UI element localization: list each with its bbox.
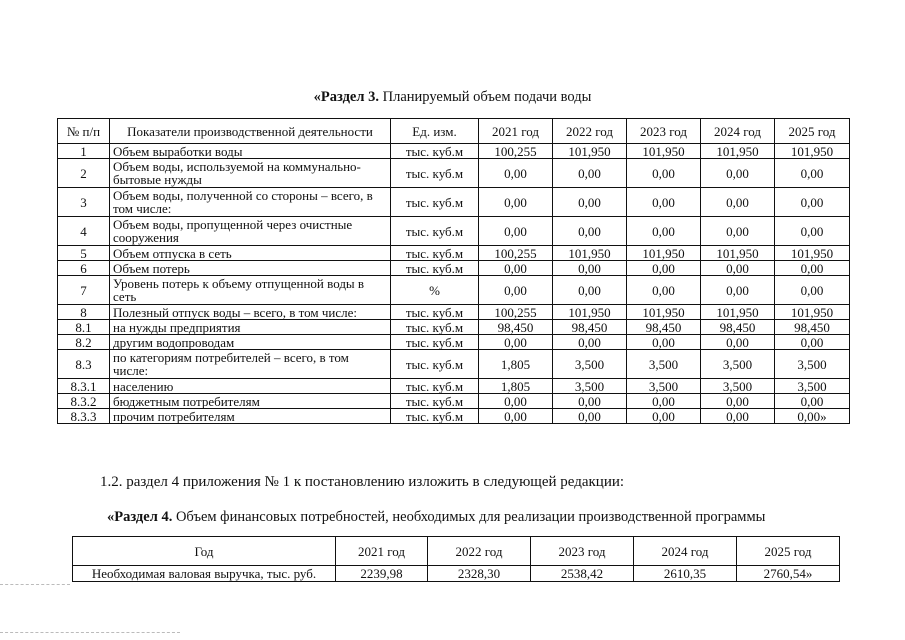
table-row: [73, 566, 840, 582]
value-cell: 0,00: [553, 276, 627, 305]
value-cell: 101,950: [701, 305, 775, 320]
value-cell: 0,00: [701, 217, 775, 246]
table-row: [58, 409, 850, 424]
indicator-name: Объем воды, используемой на коммунально-бытовые нужды: [110, 159, 391, 188]
value-cell: 0,00: [479, 188, 553, 217]
section-4-title: [107, 509, 765, 526]
value-cell: 0,00: [627, 335, 701, 350]
column-header: 2023 год: [531, 537, 634, 566]
value-cell: 0,00: [479, 217, 553, 246]
unit-cell: тыс. куб.м: [391, 188, 479, 217]
value-cell: 0,00: [479, 394, 553, 409]
value-cell: 0,00: [627, 261, 701, 276]
indicator-name: на нужды предприятия: [110, 320, 391, 335]
value-cell: 3,500: [627, 379, 701, 394]
column-header: № п/п: [58, 119, 110, 144]
indicator-name: бюджетным потребителям: [110, 394, 391, 409]
row-number: 4: [58, 217, 110, 246]
value-cell: 98,450: [701, 320, 775, 335]
amendment-paragraph: 1.2. раздел 4 приложения № 1 к постановлению изложить в следующей редакции:: [100, 474, 625, 490]
row-number: 8.3.1: [58, 379, 110, 394]
section-3-title: [0, 89, 905, 106]
value-cell: 3,500: [775, 379, 850, 394]
value-cell: 0,00: [627, 276, 701, 305]
value-cell: 0,00: [775, 188, 850, 217]
value-cell: 0,00: [627, 394, 701, 409]
table-row: [58, 394, 850, 409]
unit-cell: тыс. куб.м: [391, 320, 479, 335]
value-cell: 101,950: [775, 144, 850, 159]
column-header: 2021 год: [336, 537, 428, 566]
row-number: 1: [58, 144, 110, 159]
unit-cell: тыс. куб.м: [391, 350, 479, 379]
value-cell: 0,00: [775, 159, 850, 188]
column-header: 2025 год: [737, 537, 840, 566]
value-cell: 2538,42: [531, 566, 634, 582]
row-number: 7: [58, 276, 110, 305]
value-cell: 101,950: [627, 246, 701, 261]
indicator-name: Объем воды, пропущенной через очистные сооружения: [110, 217, 391, 246]
value-cell: 101,950: [553, 144, 627, 159]
row-number: 8.3.3: [58, 409, 110, 424]
table-row: [58, 144, 850, 159]
value-cell: 101,950: [701, 144, 775, 159]
table-row: [58, 305, 850, 320]
table-row: [58, 379, 850, 394]
table-row: [58, 276, 850, 305]
column-header: 2023 год: [627, 119, 701, 144]
column-header: 2021 год: [479, 119, 553, 144]
unit-cell: тыс. куб.м: [391, 217, 479, 246]
value-cell: 0,00: [627, 217, 701, 246]
row-number: 8: [58, 305, 110, 320]
indicator-name: Объем воды, полученной со стороны – всего, в том числе:: [110, 188, 391, 217]
unit-cell: тыс. куб.м: [391, 379, 479, 394]
unit-cell: тыс. куб.м: [391, 394, 479, 409]
value-cell: 0,00: [479, 335, 553, 350]
column-header: 2022 год: [428, 537, 531, 566]
table-row: [58, 350, 850, 379]
value-cell: 0,00: [553, 261, 627, 276]
indicator-name: другим водопроводам: [110, 335, 391, 350]
value-cell: 0,00: [701, 188, 775, 217]
value-cell: 0,00: [553, 159, 627, 188]
value-cell: 0,00»: [775, 409, 850, 424]
value-cell: 0,00: [479, 159, 553, 188]
section-4-title-text: Объем финансовых потребностей, необходимых для реализации производственной программы: [172, 509, 766, 525]
column-header: 2024 год: [634, 537, 737, 566]
table-row: [58, 335, 850, 350]
indicator-name: по категориям потребителей – всего, в том числе:: [110, 350, 391, 379]
value-cell: 101,950: [627, 305, 701, 320]
unit-cell: тыс. куб.м: [391, 261, 479, 276]
value-cell: 0,00: [775, 335, 850, 350]
row-number: 5: [58, 246, 110, 261]
indicator-name: Полезный отпуск воды – всего, в том числе:: [110, 305, 391, 320]
value-cell: 0,00: [627, 159, 701, 188]
value-cell: 101,950: [775, 246, 850, 261]
indicator-name: населению: [110, 379, 391, 394]
table-row: [58, 261, 850, 276]
unit-cell: %: [391, 276, 479, 305]
value-cell: 1,805: [479, 350, 553, 379]
table-row: [58, 246, 850, 261]
table-row: [58, 320, 850, 335]
scan-artifact: [0, 584, 70, 585]
value-cell: 2760,54»: [737, 566, 840, 582]
value-cell: 0,00: [701, 409, 775, 424]
table-row: [58, 159, 850, 188]
column-header: Показатели производственной деятельности: [110, 119, 391, 144]
value-cell: 0,00: [553, 409, 627, 424]
indicator-name: Объем выработки воды: [110, 144, 391, 159]
section-4-title-bold: «Раздел 4.: [107, 509, 173, 525]
value-cell: 2328,30: [428, 566, 531, 582]
value-cell: 101,950: [701, 246, 775, 261]
value-cell: 3,500: [553, 379, 627, 394]
indicator-name: Объем потерь: [110, 261, 391, 276]
table-header-row: [73, 537, 840, 566]
value-cell: 0,00: [553, 217, 627, 246]
value-cell: 100,255: [479, 144, 553, 159]
value-cell: 0,00: [479, 261, 553, 276]
table-row: [58, 217, 850, 246]
value-cell: 0,00: [627, 188, 701, 217]
section-3-title-text: Планируемый объем подачи воды: [378, 89, 592, 105]
unit-cell: тыс. куб.м: [391, 409, 479, 424]
unit-cell: тыс. куб.м: [391, 159, 479, 188]
value-cell: 0,00: [775, 394, 850, 409]
unit-cell: тыс. куб.м: [391, 305, 479, 320]
row-number: 8.2: [58, 335, 110, 350]
value-cell: 0,00: [479, 276, 553, 305]
financial-needs-table: [72, 536, 840, 582]
row-number: 3: [58, 188, 110, 217]
value-cell: 0,00: [701, 276, 775, 305]
row-number: 2: [58, 159, 110, 188]
value-cell: 0,00: [479, 409, 553, 424]
value-cell: 98,450: [775, 320, 850, 335]
indicator-name: Уровень потерь к объему отпущенной воды в сеть: [110, 276, 391, 305]
column-header: Год: [73, 537, 336, 566]
column-header: Ед. изм.: [391, 119, 479, 144]
value-cell: 101,950: [553, 305, 627, 320]
unit-cell: тыс. куб.м: [391, 246, 479, 261]
value-cell: 0,00: [553, 188, 627, 217]
row-number: 8.1: [58, 320, 110, 335]
value-cell: 101,950: [627, 144, 701, 159]
column-header: 2024 год: [701, 119, 775, 144]
value-cell: 3,500: [775, 350, 850, 379]
water-supply-table: [57, 118, 850, 424]
table-row: [58, 188, 850, 217]
value-cell: 0,00: [701, 261, 775, 276]
value-cell: 2610,35: [634, 566, 737, 582]
value-cell: 0,00: [701, 159, 775, 188]
value-cell: 100,255: [479, 305, 553, 320]
value-cell: 101,950: [775, 305, 850, 320]
value-cell: 98,450: [553, 320, 627, 335]
value-cell: 0,00: [701, 335, 775, 350]
column-header: 2025 год: [775, 119, 850, 144]
value-cell: 98,450: [627, 320, 701, 335]
value-cell: 3,500: [553, 350, 627, 379]
value-cell: 1,805: [479, 379, 553, 394]
unit-cell: тыс. куб.м: [391, 335, 479, 350]
row-label: Необходимая валовая выручка, тыс. руб.: [73, 566, 336, 582]
section-3-title-bold: «Раздел 3.: [313, 89, 379, 105]
value-cell: 0,00: [775, 261, 850, 276]
value-cell: 3,500: [701, 350, 775, 379]
indicator-name: прочим потребителям: [110, 409, 391, 424]
value-cell: 100,255: [479, 246, 553, 261]
scan-artifact: [0, 632, 180, 633]
value-cell: 3,500: [627, 350, 701, 379]
value-cell: 101,950: [553, 246, 627, 261]
value-cell: 98,450: [479, 320, 553, 335]
value-cell: 0,00: [553, 335, 627, 350]
column-header: 2022 год: [553, 119, 627, 144]
value-cell: 0,00: [701, 394, 775, 409]
row-number: 8.3.2: [58, 394, 110, 409]
value-cell: 0,00: [775, 217, 850, 246]
value-cell: 0,00: [775, 276, 850, 305]
row-number: 6: [58, 261, 110, 276]
value-cell: 0,00: [553, 394, 627, 409]
value-cell: 2239,98: [336, 566, 428, 582]
unit-cell: тыс. куб.м: [391, 144, 479, 159]
value-cell: 0,00: [627, 409, 701, 424]
value-cell: 3,500: [701, 379, 775, 394]
table-header-row: [58, 119, 850, 144]
row-number: 8.3: [58, 350, 110, 379]
indicator-name: Объем отпуска в сеть: [110, 246, 391, 261]
